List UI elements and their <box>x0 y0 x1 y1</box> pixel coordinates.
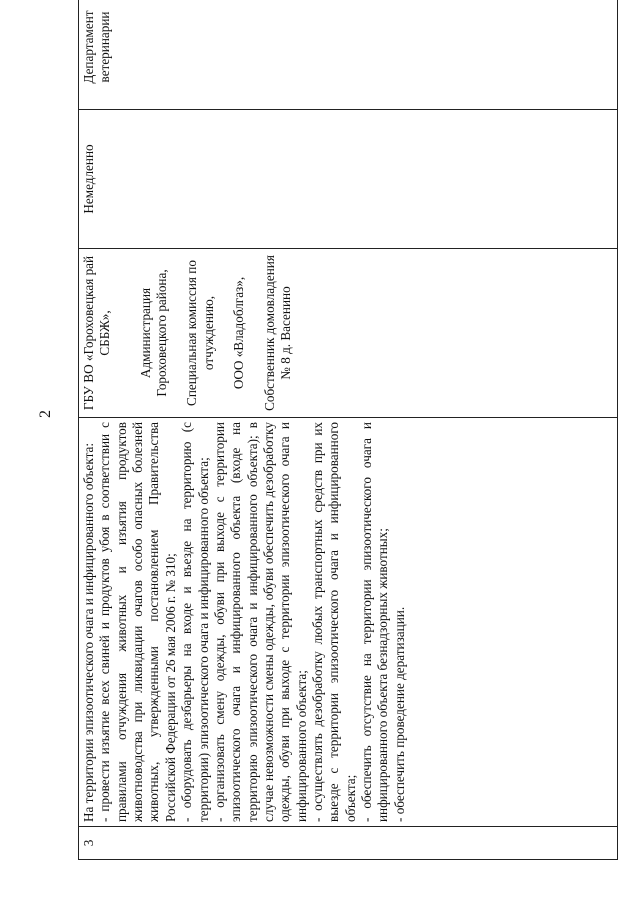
executor-item: Собственник домовладения № 8 д. Васенино <box>261 255 293 411</box>
measure-item: - обеспечить отсутствие на территории эпизоотического очага и инфицированного объекта безнадзорных животных; <box>359 422 391 822</box>
measures-cell <box>79 418 618 827</box>
measures-table <box>78 0 618 860</box>
page-number: 2 <box>37 410 54 418</box>
measure-item: - осуществлять дезобработку любых транспортных средств при их выезде с территории эпизоотического очага и инфицированного объекта; <box>310 422 358 822</box>
rotated-page <box>78 10 618 860</box>
measure-item: На территории эпизоотического очага и инфицированного объекта: <box>81 442 96 822</box>
executor-item: Администрация Гороховецкого района, <box>137 269 170 397</box>
row-number: 3 <box>79 827 618 860</box>
measure-item: - организовать смену одежды, обуви при выходе с территории эпизоотического очага и инфицированного объекта (входе на территорию эпизоотического очага и инфицированного объекта); в случае невозможности смены одежды, обуви обеспечить дезобработку одежды, обуви при выходе с территории эпизоотического очага и инфицированного объекта; <box>211 422 309 822</box>
executor-item: ГБУ ВО «Гороховецкая рай СББЖ», <box>81 255 113 411</box>
measure-item: - оборудовать дезбарьеры на входе и въезде на территорию (с территории) эпизоотического очага и инфицированного объекта; <box>179 422 211 822</box>
executors-cell <box>79 249 618 418</box>
executor-item: Специальная комиссия по отчуждению, <box>184 260 216 406</box>
table-row <box>79 0 618 860</box>
measure-item: - обеспечить проведение дератизации. <box>391 606 407 822</box>
responsible-cell: Департамент ветеринарии <box>79 0 618 110</box>
executor-item: ООО «Владоблгаз», <box>231 276 247 390</box>
measure-item: - провести изъятие всех свиней и продуктов убоя в соответствии с правилами отчуждения животных и изъятия продуктов животноводства при ликвидации очагов особо опасных болезней животных, утвержденными постановлением Правительства Российской Федерации от 26 мая 2006 г. № 310; <box>97 422 178 822</box>
term-cell: Немедленно <box>79 110 618 249</box>
